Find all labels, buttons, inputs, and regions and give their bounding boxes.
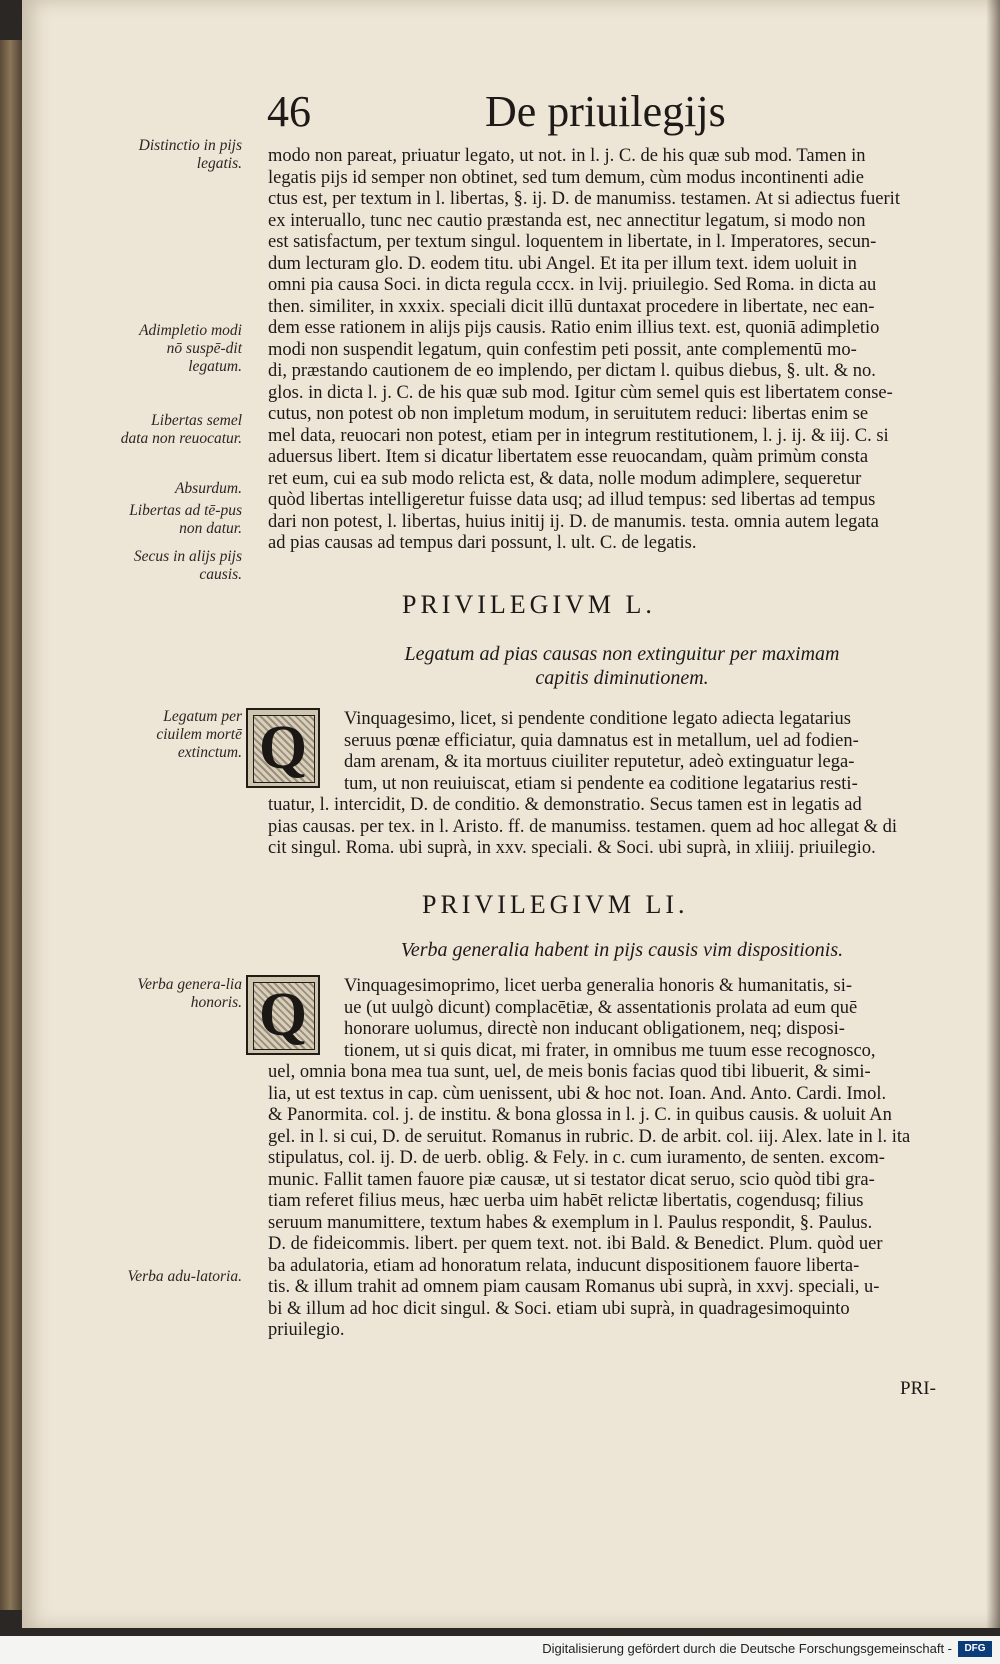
text-line: legatis pijs id semper non obtinet, sed tum demum, cùm modus incontinenti adie bbox=[268, 167, 865, 188]
text-line: & Panormita. col. j. de institu. & bona glossa in l. j. C. in quibus causis. & uoluit An bbox=[268, 1105, 892, 1125]
text-line: ad pias causas ad tempus dari possunt, l. ult. C. de legatis. bbox=[268, 533, 697, 553]
privilege-heading: PRIVILEGIVM LI. bbox=[422, 890, 689, 919]
text-line: stipulatus, col. ij. D. de uerb. oblig. & Fely. in c. cum iuramento, de senten. excom- bbox=[268, 1148, 885, 1168]
margin-note: Libertas semel data non reuocatur. bbox=[120, 412, 242, 447]
text-block bbox=[268, 795, 958, 860]
text-line: est satisfactum, per textum singul. loquentem in libertate, in l. Imperatores, secun- bbox=[268, 232, 877, 252]
margin-note: Verba adu-latoria. bbox=[127, 1268, 242, 1285]
text-block-continuation bbox=[268, 146, 958, 555]
text-line: omni pia causa Soci. in dicta regula cccx. in lvij. priuilegio. Sed Roma. in dicta au bbox=[268, 275, 877, 295]
text-line: uel, omnia bona mea tua sunt, uel, de meis bonis facias quod tibi libuerit, & simi- bbox=[268, 1062, 871, 1082]
margin-note: Absurdum. bbox=[174, 480, 242, 497]
footer-bar bbox=[0, 1636, 1000, 1664]
text-line: modi non suspendit legatum, quin confestim peti possit, ante complementū mo- bbox=[268, 339, 857, 360]
page-gutter-shadow bbox=[986, 0, 1000, 1628]
text-line: dari non potest, l. libertas, huius initij ij. D. de manumis. testa. omnia autem legata bbox=[268, 511, 879, 532]
text-block-indented bbox=[344, 709, 958, 795]
running-head bbox=[247, 86, 767, 136]
text-line: modo non pareat, priuatur legato, ut not. in l. j. C. de his quæ sub mod. Tamen in bbox=[268, 146, 866, 166]
margin-note: Libertas ad tē-pus non datur. bbox=[129, 502, 242, 537]
text-line: then. similiter, in xxxix. speciali dicit illū duntaxat procedere in libertate, nec ean- bbox=[268, 296, 875, 317]
text-line: tum, ut non reuiuiscat, etiam si pendente ea coditione legatarius resti- bbox=[344, 773, 858, 794]
margin-note: Verba genera-lia honoris. bbox=[137, 976, 242, 1011]
text-line: priuilegio. bbox=[268, 1320, 345, 1340]
text-line: ba adulatoria, etiam ad honoratum relata, inducunt dispositionem fauore liberta- bbox=[268, 1255, 860, 1276]
text-line: Vinquagesimoprimo, licet uerba generalia honoris & humanitatis, si- bbox=[344, 976, 853, 996]
text-line: seruum manumittere, textum habes & exemplum in l. Paulus respondit, §. Paulus. bbox=[268, 1212, 873, 1233]
text-block bbox=[268, 1062, 958, 1342]
text-line: cit singul. Roma. ubi suprà, in xxv. speciali. & Soci. ubi suprà, in xliiij. priuilegio. bbox=[268, 838, 876, 858]
text-line: ret eum, cui ea sub modo relicta est, & data, nolle modum adimplere, sequeretur bbox=[268, 468, 862, 489]
margin-note: Distinctio in pijs legatis. bbox=[138, 137, 242, 172]
text-line: tis. & illum trahit ad omnem piam causam Romanus ubi suprà, in xxvj. speciali, u- bbox=[268, 1277, 880, 1297]
footer-credit: Digitalisierung gefördert durch die Deutsche Forschungsgemeinschaft - bbox=[542, 1641, 952, 1656]
text-line: gel. in l. si cui, D. de seruitut. Romanus in rubric. D. de arbit. col. iij. Alex. late in l. ita bbox=[268, 1126, 911, 1147]
text-line: Vinquagesimo, licet, si pendente conditione legato adiecta legatarius bbox=[344, 709, 851, 729]
initial-letter: Q bbox=[258, 714, 308, 782]
text-line: honorare uolumus, directè non inducant obligationem, neq; disposi- bbox=[344, 1019, 845, 1039]
text-line: pias causas. per tex. in l. Aristo. ff. de manumiss. testamen. quem ad hoc allegat & di bbox=[268, 816, 898, 837]
text-line: seruus pœnæ efficiatur, quia damnatus est in metallum, uel ad fodien- bbox=[344, 730, 859, 751]
text-line: bi & illum ad hoc dicit singul. & Soci. etiam ubi suprà, in quadragesimoquinto bbox=[268, 1298, 850, 1319]
text-line: quòd libertas intelligeretur fuisse data usq; ad illud tempus: sed libertas ad tempus bbox=[268, 490, 876, 510]
decorated-initial bbox=[246, 708, 320, 788]
text-line: dem esse rationem in alijs pijs causis. Ratio enim illius text. est, quoniā adimpletio bbox=[268, 318, 880, 338]
initial-letter: Q bbox=[258, 981, 308, 1049]
text-line: cutus, non potest ob non impletum modum, in seruitutem reduci: libertas enim se bbox=[268, 404, 869, 424]
text-line: tionem, ut si quis dicat, mi frater, in omnibus me tuum esse recognosco, bbox=[344, 1040, 876, 1061]
text-line: ue (ut uulgò dicunt) complacētiæ, & assentationis prolata ad eum quē bbox=[344, 997, 858, 1018]
text-line: D. de fideicommis. libert. per quem text. not. ibi Bald. & Benedict. Plum. quòd uer bbox=[268, 1234, 883, 1254]
text-line: aduersus libert. Item si dicatur libertatem esse reuocandam, quàm primùm consta bbox=[268, 447, 869, 467]
text-line: di, præstando cautionem de eo implendo, per dictam l. quibus diebus, §. ult. & no. bbox=[268, 361, 876, 381]
text-block-indented bbox=[344, 976, 958, 1062]
text-line: ex interuallo, tunc nec cautio præstanda est, nec annectitur legatum, si modo non bbox=[268, 210, 866, 231]
text-line: dam arenam, & ita mortuus ciuiliter reputetur, adeò extinguatur lega- bbox=[344, 752, 855, 772]
page-number: 46 bbox=[267, 87, 311, 136]
decorated-initial bbox=[246, 975, 320, 1055]
summary-line: capitis diminutionem. bbox=[535, 667, 709, 689]
margin-note: Secus in alijs pijs causis. bbox=[133, 548, 242, 583]
text-line: tuatur, l. intercidit, D. de conditio. & demonstratio. Secus tamen est in legatis ad bbox=[268, 795, 862, 815]
text-line: glos. in dicta l. j. C. de his quæ sub mod. Igitur cùm semel quis est libertatem conse- bbox=[268, 382, 893, 403]
margin-note: Adimpletio modi nō suspē-dit legatum. bbox=[139, 322, 242, 375]
text-line: tiam referet filius meus, hæc uerba uim habēt relictæ libertatis, cogendusq; filius bbox=[268, 1191, 864, 1211]
running-title: De priuilegijs bbox=[485, 87, 726, 136]
text-line: dum lecturam glo. D. eodem titu. ubi Angel. Et ita per illum text. idem uoluit in bbox=[268, 253, 857, 274]
margin-note: Legatum per ciuilem mortē extinctum. bbox=[156, 708, 242, 761]
summary-line: Legatum ad pias causas non extinguitur per maximam bbox=[404, 643, 840, 665]
privilege-summary: Verba generalia habent in pijs causis vim dispositionis. bbox=[400, 939, 844, 961]
text-line: lia, ut est textus in cap. cùm uenissent, ubi & hoc not. Ioan. And. Anto. Cardi. Imol. bbox=[268, 1083, 887, 1104]
privilege-summary bbox=[352, 642, 892, 690]
privilege-heading: PRIVILEGIVM L. bbox=[402, 590, 656, 619]
dfg-logo: DFG bbox=[958, 1641, 992, 1657]
catchword: PRI- bbox=[900, 1378, 936, 1399]
text-line: munic. Fallit tamen fauore piæ causæ, ut si testator dicat seruo, scio quòd tibi gra- bbox=[268, 1169, 875, 1190]
book-page bbox=[22, 0, 1000, 1628]
text-line: ctus est, per textum in l. libertas, §. ij. D. de manumiss. testamen. At si adiectus fuerit bbox=[268, 189, 900, 209]
text-line: mel data, reuocari non potest, etiam per in integrum restitutionem, l. j. ij. & iij. C. si bbox=[268, 425, 889, 446]
